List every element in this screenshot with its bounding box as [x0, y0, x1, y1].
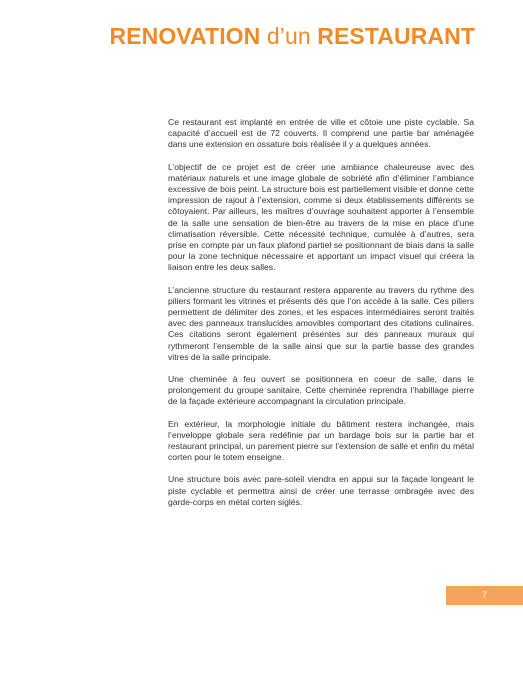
- paragraph-6: Une structure bois avec pare-soleil viendra en appui sur la façade longeant le piste cyclable et permettra ainsi de créer une terrasse ombragée avec des garde-corps en métal corten siglés.: [168, 474, 474, 507]
- paragraph-1: Ce restaurant est implanté en entrée de ville et côtoie une piste cyclable. Sa capacité d’accueil est de 72 couverts. Il comprend une partie bar aménagée dans une extension en ossature bois réalisée il y a quelques années.: [168, 117, 474, 150]
- title-restaurant: RESTAURANT: [317, 23, 475, 49]
- paragraph-2: L’objectif de ce projet est de créer une ambiance chaleureuse avec des matériaux naturels et une image globale de sobriété afin d’éliminer l’ambiance excessive de bois peint. La structure bois est partiellement visible et donne cette impression de rajout à l’extension, comme si deux établissements différents se côtoyaient. Par ailleurs, les maîtres d’ouvrage souhaitent apporter à l’ensemble de la salle une sensation de bien-être au travers de la mise en place d’une climatisation réversible. Cette nécessité technique, cumulée à d’autres, sera prise en compte par un faux plafond partiel se positionnant de biais dans la salle pour la zone technique nécessaire et apportant un impact visuel qui créera la liaison entre les deux salles.: [168, 161, 474, 273]
- paragraph-4: Une cheminée à feu ouvert se positionnera en coeur de salle, dans le prolongement du groupe sanitaire. Cette cheminée reprendra l’habillage pierre de la façade extérieure accompagnant la circulation principale.: [168, 374, 474, 407]
- title-connector: d’un: [260, 23, 318, 49]
- body-text: [168, 117, 474, 519]
- paragraph-3: L’ancienne structure du restaurant restera apparente au travers du rythme des piliers formant les vitrines et présents dès que l’on accède à la salle. Ces piliers permettent de délimiter des zones, et les espaces intermédiaires seront traités avec des panneaux translucides amovibles comportant des citations culinaires. Ces citations seront également présentes sur des panneaux muraux qui rythmeront l’ensemble de la salle ainsi que sur la partie basse des grandes vitres de la salle principale.: [168, 284, 474, 362]
- page-number-tab: [446, 586, 523, 605]
- page-number: 7: [482, 590, 488, 600]
- paragraph-5: En extérieur, la morphologie initiale du bâtiment restera inchangée, mais l’enveloppe globale sera redéfinie par un bardage bois sur la partie bar et restaurant principal, un parement pierre sur l’extension de salle et enfin du métal corten pour le totem enseigne.: [168, 418, 474, 463]
- title-renovation: RENOVATION: [109, 23, 261, 49]
- page-title: [109, 22, 475, 50]
